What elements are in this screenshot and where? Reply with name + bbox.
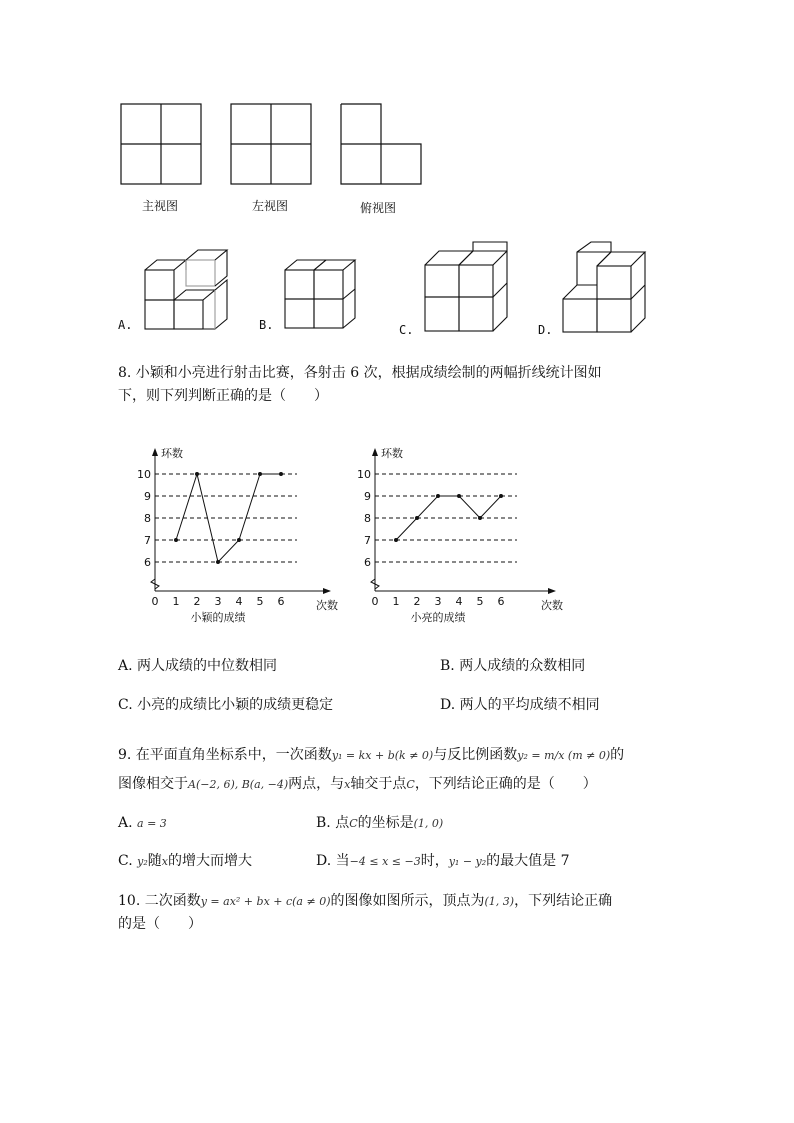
left-view-grid (231, 104, 311, 184)
y-tick-label-6: 6 (364, 556, 371, 569)
q9-option-d-expr: y₁ − y₂ (448, 855, 487, 868)
q9-text-b: 与反比例函数 (433, 747, 518, 763)
q9-option-a-math: a = 3 (137, 817, 167, 830)
x-tick-label-2: 2 (193, 595, 201, 608)
y-tick-label-10: 10 (137, 468, 151, 481)
option-d-cubes-figure (558, 238, 648, 338)
x-tick-label-3: 3 (214, 595, 222, 608)
y-tick-label-7: 7 (144, 534, 151, 547)
x-tick-label-6: 6 (277, 595, 285, 608)
q9-points: A(−2, 6), B(a, −4) (188, 778, 289, 791)
q9-text-c: 的 (610, 747, 625, 763)
q9-option-b-a: B. 点 (316, 815, 350, 831)
q9-option-a-label: A. (118, 815, 133, 831)
data-point-3 (436, 494, 440, 498)
q9-l2-c: 轴交于点 (350, 776, 407, 792)
chart-title: 小颖的成绩 (190, 611, 246, 624)
q10-text-a: 10. 二次函数 (118, 893, 201, 909)
x-tick-label-1: 1 (172, 595, 180, 608)
option-c-cubes-figure (420, 238, 510, 338)
q9-option-d-c: 的最大值是 7 (486, 853, 570, 869)
data-point-5 (478, 516, 482, 520)
three-views-figure (110, 95, 440, 195)
q8-option-a[interactable]: A. 两人成绩的中位数相同 (118, 658, 278, 674)
option-b-cubes-figure (280, 250, 370, 332)
x-tick-label-2: 2 (413, 595, 421, 608)
data-point-6 (499, 494, 503, 498)
q9-line1 (118, 745, 624, 766)
option-a-cubes-figure (140, 240, 230, 332)
x-axis-arrow (548, 588, 556, 594)
data-point-1 (174, 538, 178, 542)
q9-option-b-b: 的坐标是 (357, 815, 414, 831)
y-tick-label-9: 9 (144, 490, 151, 503)
y-axis-label: 环数 (381, 447, 403, 460)
q9-option-c-label: C. (118, 853, 133, 869)
q9-option-c-y2: y₂ (137, 855, 148, 868)
q9-option-b-math: (1, 0) (413, 817, 444, 830)
q9-c-symbol: C (406, 778, 415, 791)
x-tick-label-6: 6 (497, 595, 505, 608)
q10-text-b: 的图像如图所示，顶点为 (330, 893, 485, 909)
top-view-label: 俯视图 (360, 201, 397, 215)
data-point-6 (279, 472, 283, 476)
q8-stem-line1: 8. 小颖和小亮进行射击比赛，各射击 6 次，根据成绩绘制的两幅折线统计图如 (118, 365, 602, 381)
x-tick-label-4: 4 (235, 595, 243, 608)
data-point-5 (258, 472, 262, 476)
x-axis-label: 次数 (541, 599, 563, 612)
data-point-3 (216, 560, 220, 564)
y-tick-label-7: 7 (364, 534, 371, 547)
q10-function: y = ax² + bx + c(a ≠ 0) (200, 895, 331, 908)
q9-x-symbol: x (344, 778, 351, 791)
x-tick-label-5: 5 (256, 595, 264, 608)
q9-option-c-b: 的增大而增大 (167, 853, 252, 869)
q9-text-a: 9. 在平面直角坐标系中，一次函数 (118, 747, 332, 763)
q9-line2 (118, 774, 597, 795)
data-point-2 (415, 516, 419, 520)
chart-xiaoliang (357, 446, 563, 624)
q7-option-c-label[interactable]: C. (399, 323, 414, 337)
q9-linear-function: y₁ = kx + b(k ≠ 0) (331, 749, 434, 762)
y-axis-label: 环数 (161, 447, 183, 460)
q9-option-d-b: 时， (420, 853, 449, 869)
left-view-label: 左视图 (252, 199, 289, 213)
q7-option-b-label[interactable]: B. (259, 318, 274, 332)
y-tick-label-8: 8 (364, 512, 371, 525)
x-tick-label-0: 0 (371, 595, 379, 608)
y-tick-label-9: 9 (364, 490, 371, 503)
x-tick-label-3: 3 (434, 595, 442, 608)
x-tick-label-0: 0 (151, 595, 159, 608)
q9-option-b[interactable] (316, 813, 443, 834)
x-tick-label-4: 4 (455, 595, 463, 608)
y-tick-label-10: 10 (357, 468, 371, 481)
q9-l2-b: 两点，与 (288, 776, 345, 792)
q8-charts (130, 440, 580, 630)
q8-option-c[interactable]: C. 小亮的成绩比小颖的成绩更稳定 (118, 697, 334, 713)
q10-text-c: ，下列结论正确 (514, 893, 613, 909)
top-view-grid (341, 104, 421, 184)
data-point-1 (394, 538, 398, 542)
chart-title: 小亮的成绩 (410, 611, 466, 624)
front-view-grid (121, 104, 201, 184)
chart-xiaoying (137, 446, 338, 624)
q10-line1 (118, 891, 612, 912)
y-tick-label-8: 8 (144, 512, 151, 525)
q9-option-d[interactable] (316, 851, 570, 872)
q9-option-d-a: D. 当 (316, 853, 350, 869)
q9-option-b-c: C (349, 817, 358, 830)
q8-option-b[interactable]: B. 两人成绩的众数相同 (440, 658, 586, 674)
q8-stem-line2: 下，则下列判断正确的是（ ） (118, 388, 328, 404)
data-point-4 (457, 494, 461, 498)
data-point-2 (195, 472, 199, 476)
q9-l2-a: 图像相交于 (118, 776, 188, 792)
q9-option-a[interactable] (118, 813, 167, 834)
q9-option-c-a: 随 (147, 853, 162, 869)
x-axis-label: 次数 (316, 599, 338, 612)
q10-line2: 的是（ ） (118, 916, 202, 932)
q9-inverse-function: y₂ = m/x (m ≠ 0) (517, 749, 611, 762)
q9-l2-d: ，下列结论正确的是（ ） (414, 776, 597, 792)
data-point-4 (237, 538, 241, 542)
q8-option-d[interactable]: D. 两人的平均成绩不相同 (440, 697, 600, 713)
q7-option-a-label[interactable]: A. (118, 318, 133, 332)
q9-option-c[interactable] (118, 851, 252, 872)
x-axis-arrow (323, 588, 331, 594)
x-tick-label-5: 5 (476, 595, 484, 608)
q9-option-d-math: −4 ≤ x ≤ −3 (349, 855, 421, 868)
y-axis-arrow (152, 448, 158, 456)
q10-vertex: (1, 3) (484, 895, 515, 908)
y-axis-arrow (372, 448, 378, 456)
q7-option-d-label[interactable]: D. (538, 323, 553, 337)
x-tick-label-1: 1 (392, 595, 400, 608)
front-view-label: 主视图 (142, 199, 179, 213)
q9-option-c-x: x (161, 855, 168, 868)
y-tick-label-6: 6 (144, 556, 151, 569)
